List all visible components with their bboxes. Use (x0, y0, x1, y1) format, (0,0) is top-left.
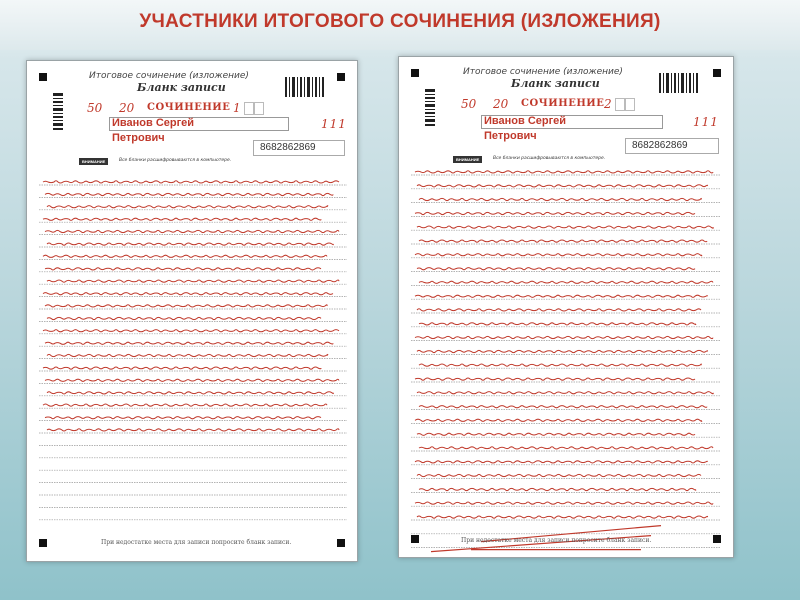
handwriting-line (417, 309, 701, 311)
handwriting-line (415, 336, 713, 338)
handwriting-line (419, 281, 713, 283)
participant-name-line-1: Иванов Сергей (484, 115, 567, 127)
handwriting-line (45, 193, 333, 195)
handwriting-line (45, 417, 321, 419)
handwriting-line (415, 212, 695, 214)
handwriting-line (415, 171, 713, 173)
handwriting-line (417, 474, 701, 476)
writing-area (27, 61, 357, 561)
warning-badge: ВНИМАНИЕ (79, 158, 108, 165)
sheet-number: 1 (233, 101, 241, 115)
answer-sheet-1 (26, 60, 358, 562)
handwriting-line (43, 218, 321, 220)
handwriting-line (415, 502, 713, 504)
answer-sheet-2 (398, 56, 734, 558)
sheet-footer: При недостатке места для записи попросите бланк записи. (461, 537, 652, 544)
handwriting-line (43, 367, 321, 369)
handwriting-line (47, 392, 333, 394)
handwriting-line (415, 461, 707, 463)
sheet-header: Итоговое сочинение (изложение) (89, 71, 249, 81)
handwriting-line (415, 378, 695, 380)
handwriting-line (417, 268, 695, 270)
handwriting-line (417, 226, 713, 228)
handwriting-line (47, 429, 339, 431)
handwriting-line (417, 392, 713, 394)
handwriting-line (47, 354, 328, 356)
participant-code: 8682862869 (625, 138, 719, 154)
handwriting-line (419, 198, 701, 200)
sheet-footer: При недостатке места для записи попросите бланк записи. (101, 539, 292, 546)
handwriting-line (43, 255, 327, 257)
handwriting-line (419, 406, 707, 408)
essay-type: СОЧИНЕНИЕ (521, 98, 605, 109)
handwriting-line (45, 230, 339, 232)
warning-text: Все бланки расшифровываются в компьютере. (493, 156, 606, 161)
handwriting-line (419, 447, 713, 449)
handwriting-line (417, 185, 708, 187)
handwriting-line (415, 254, 702, 256)
participant-name-line-1: Иванов Сергей (112, 117, 195, 129)
handwriting-line (47, 206, 328, 208)
form-name: Бланк записи (137, 81, 226, 94)
handwriting-line (419, 364, 701, 366)
handwriting-line (415, 295, 707, 297)
handwriting-line (45, 305, 327, 307)
handwriting-line (419, 323, 696, 325)
warning-text: Все бланки расшифровываются в компьютере. (119, 158, 232, 163)
org-code: 20 (493, 97, 509, 111)
handwriting-line (45, 379, 339, 381)
title-bar (0, 0, 800, 50)
region-code: 50 (461, 97, 477, 111)
handwriting-line (45, 268, 321, 270)
writing-area (399, 57, 733, 557)
handwriting-line (45, 342, 333, 344)
handwriting-line (417, 350, 708, 352)
essay-type: СОЧИНЕНИЕ (147, 102, 231, 113)
class-code: 111 (321, 117, 347, 131)
handwriting-line (43, 181, 339, 183)
sheet-header: Итоговое сочинение (изложение) (463, 67, 623, 77)
handwriting-line (47, 280, 339, 282)
class-code: 111 (693, 115, 719, 129)
warning-badge: ВНИМАНИЕ (453, 156, 482, 163)
handwriting-line (43, 293, 333, 295)
handwriting-line (47, 243, 333, 245)
participant-name-line-2: Петрович (484, 130, 537, 142)
form-name: Бланк записи (511, 77, 600, 90)
sheet-number: 2 (604, 97, 612, 111)
participant-code: 8682862869 (253, 140, 345, 156)
handwriting-line (415, 419, 702, 421)
handwriting-line (417, 516, 708, 518)
handwriting-line (43, 330, 339, 332)
handwriting-line (417, 433, 695, 435)
handwriting-line (419, 488, 696, 490)
page-title: УЧАСТНИКИ ИТОГОВОГО СОЧИНЕНИЯ (ИЗЛОЖЕНИЯ) (139, 11, 661, 32)
handwriting-line (419, 240, 707, 242)
handwriting-line (47, 317, 321, 319)
participant-name-line-2: Петрович (112, 132, 165, 144)
org-code: 20 (119, 101, 135, 115)
region-code: 50 (87, 101, 103, 115)
handwriting-line (43, 404, 327, 406)
